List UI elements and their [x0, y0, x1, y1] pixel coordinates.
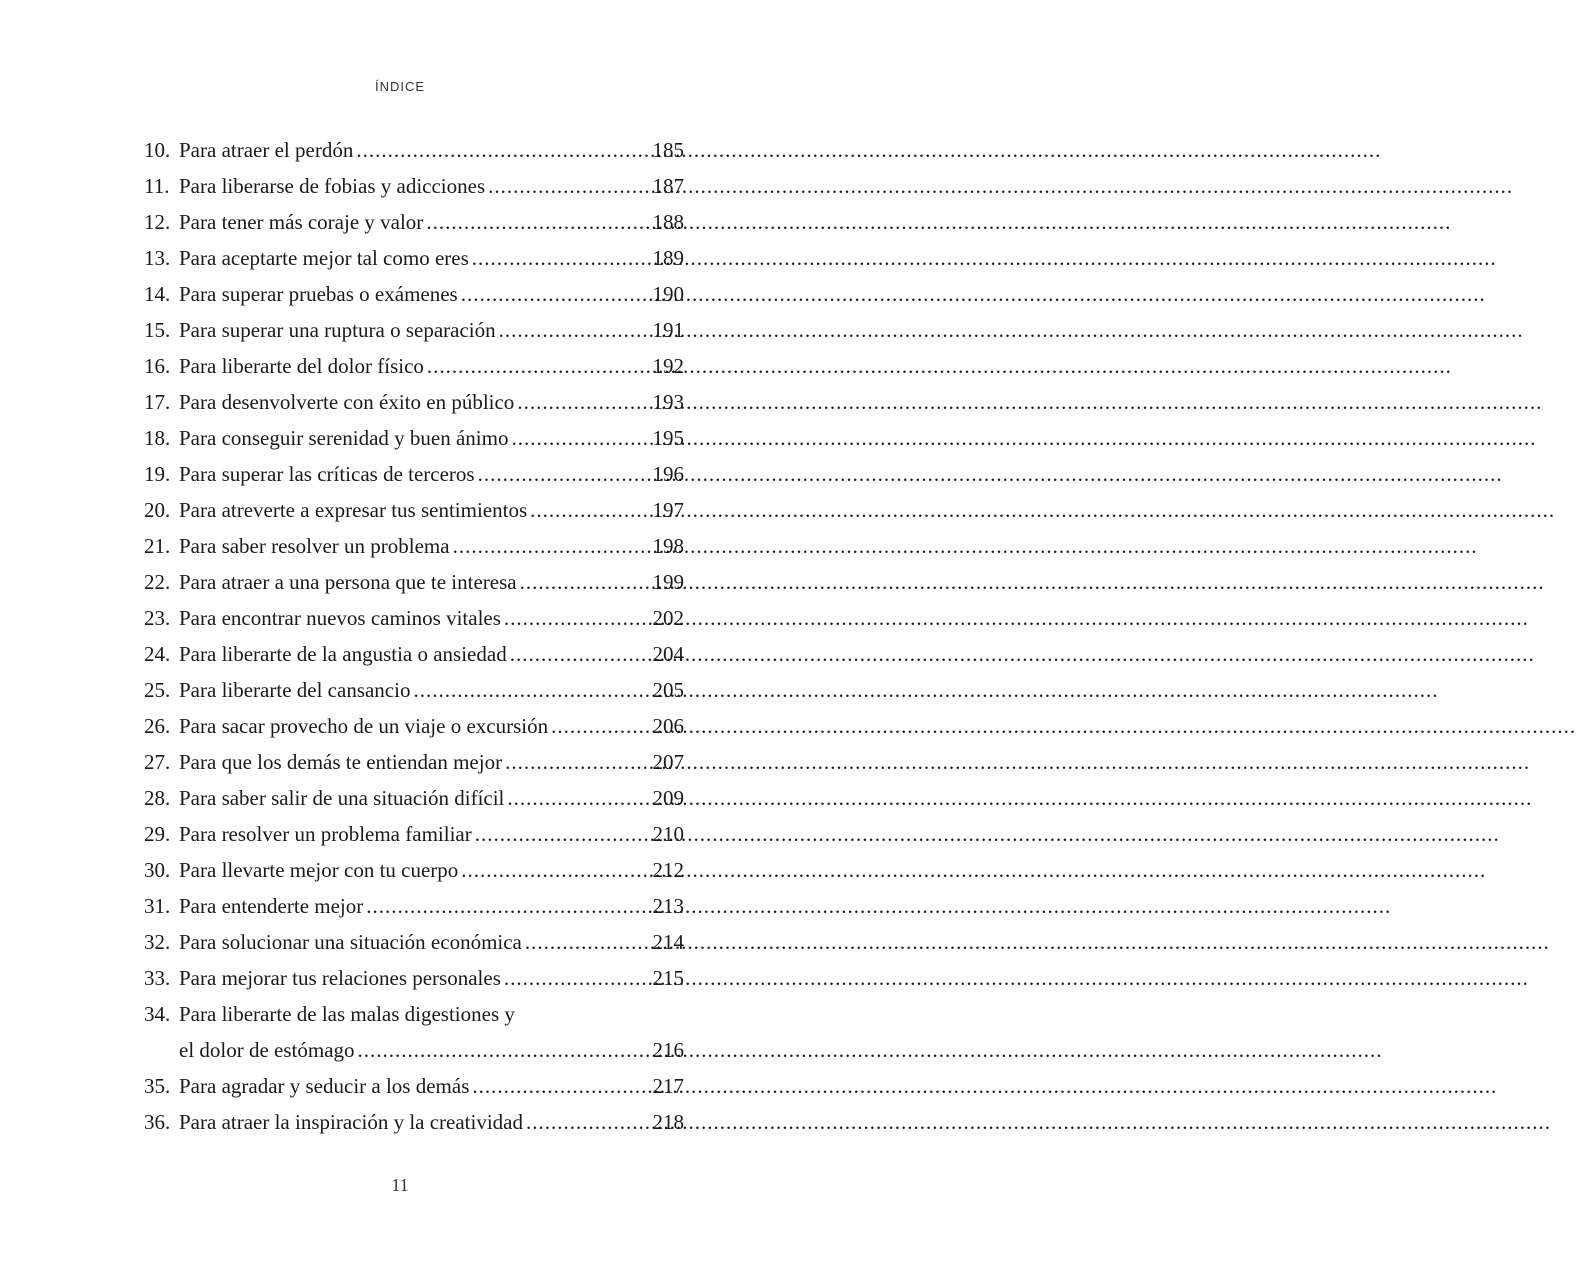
toc-entry-title: Para desenvolverte con éxito en público: [179, 390, 515, 414]
page-number: 11: [391, 1175, 409, 1195]
dot-leader: [505, 744, 644, 780]
dot-leader: [511, 420, 644, 456]
toc-entry-number: 34.: [144, 1002, 171, 1026]
toc-entry-title: Para liberarte del cansancio: [179, 678, 411, 702]
toc-entry-number: 13.: [144, 246, 171, 270]
toc-entry-title: Para superar pruebas o exámenes: [179, 282, 458, 306]
toc-entry-number: 26.: [144, 714, 171, 738]
toc-entry-page: 206: [652, 714, 684, 738]
toc-entry-page: 193: [652, 390, 684, 414]
toc-entry-title: Para liberarte de las malas digestiones y: [179, 1002, 515, 1026]
toc-entry-number: 23.: [144, 606, 171, 630]
toc-entry-title: Para mejorar tus relaciones personales: [179, 966, 501, 990]
toc-entry-title: Para que los demás te entiendan mejor: [179, 750, 503, 774]
toc-entry-page: 195: [652, 426, 684, 450]
toc-entry-page: 210: [652, 822, 684, 846]
toc-entry: [144, 492, 684, 528]
dot-leader: [413, 672, 644, 708]
toc-entry-number: 28.: [144, 786, 171, 810]
toc-entry: [144, 312, 684, 348]
toc-entry-title: Para llevarte mejor con tu cuerpo: [179, 858, 459, 882]
toc-entry: [144, 1104, 684, 1140]
dot-leader: [356, 132, 644, 168]
toc-entry: [144, 168, 684, 204]
toc-entry-title: Para atraer el perdón: [179, 138, 354, 162]
toc-entry: [144, 276, 684, 312]
toc-entry-number: 24.: [144, 642, 171, 666]
dot-leader: [507, 780, 644, 816]
toc-entry: [144, 132, 684, 168]
toc-entry: [144, 384, 684, 420]
toc-entry-page: 214: [652, 930, 684, 954]
toc-entry-title: Para conseguir serenidad y buen ánimo: [179, 426, 509, 450]
dot-leader: [366, 888, 644, 924]
toc-entry: [144, 348, 684, 384]
toc-entry-page: 196: [652, 462, 684, 486]
dot-leader: [461, 852, 644, 888]
toc-entry-page: 190: [652, 282, 684, 306]
toc-entry-number: 36.: [144, 1110, 171, 1134]
toc-entry-title: Para aceptarte mejor tal como eres: [179, 246, 469, 270]
toc-entry: [144, 528, 684, 564]
dot-leader: [475, 816, 644, 852]
toc-entry-number: 12.: [144, 210, 171, 234]
toc-entry-number: 33.: [144, 966, 171, 990]
toc-entry-number: 22.: [144, 570, 171, 594]
toc-entry-number: 25.: [144, 678, 171, 702]
toc-entry: [144, 456, 684, 492]
toc-entry: [144, 1032, 684, 1068]
toc-entry-page: 189: [652, 246, 684, 270]
toc-entry-title: Para superar una ruptura o separación: [179, 318, 496, 342]
toc-entry-page: 215: [652, 966, 684, 990]
dot-leader: [520, 564, 644, 600]
toc-entry: [144, 420, 684, 456]
toc-entry-title: Para saber salir de una situación difícil: [179, 786, 505, 810]
toc-entry-page: 197: [652, 498, 684, 522]
toc-entry-number: 32.: [144, 930, 171, 954]
toc-entry: [144, 600, 684, 636]
toc-entry-page: 187: [652, 174, 684, 198]
toc-entry-page: 216: [652, 1038, 684, 1062]
toc-entry-number: 10.: [144, 138, 171, 162]
toc-entry-title: Para encontrar nuevos caminos vitales: [179, 606, 501, 630]
toc-entry-number: 14.: [144, 282, 171, 306]
toc-entry: [144, 888, 684, 924]
dot-leader: [478, 456, 644, 492]
toc-entry-title: Para resolver un problema familiar: [179, 822, 472, 846]
dot-leader: [499, 312, 644, 348]
toc-entry-title: Para agradar y seducir a los demás: [179, 1074, 470, 1098]
dot-leader: [525, 924, 644, 960]
toc-entry-page: 217: [652, 1074, 684, 1098]
toc-entry-number: 30.: [144, 858, 171, 882]
toc-entry-title: Para atreverte a expresar tus sentimientos: [179, 498, 528, 522]
dot-leader: [426, 204, 644, 240]
dot-leader: [504, 600, 644, 636]
toc-entry: [144, 636, 684, 672]
toc-entry-page: 207: [652, 750, 684, 774]
toc-entry-page: 209: [652, 786, 684, 810]
toc-entry-title: Para entenderte mejor: [179, 894, 364, 918]
toc-entry-number: 11.: [144, 174, 170, 198]
toc-entry-title: Para solucionar una situación económica: [179, 930, 522, 954]
toc-entry: [144, 960, 684, 996]
toc-entry-page: 198: [652, 534, 684, 558]
toc-entry: [144, 852, 684, 888]
dot-leader: [551, 708, 644, 744]
toc-entry-title: Para superar las críticas de terceros: [179, 462, 475, 486]
dot-leader: [427, 348, 644, 384]
dot-leader: [504, 960, 644, 996]
toc-entry-title: Para liberarte del dolor físico: [179, 354, 424, 378]
dot-leader: [453, 528, 644, 564]
dot-leader: [510, 636, 644, 672]
dot-leader: [530, 492, 644, 528]
toc-entry-title: el dolor de estómago: [179, 1038, 355, 1062]
dot-leader: [472, 1068, 644, 1104]
toc-entry-number: 35.: [144, 1074, 171, 1098]
dot-leader: [517, 384, 644, 420]
toc-entry-number: 27.: [144, 750, 171, 774]
toc-entry-title: Para atraer a una persona que te interesa: [179, 570, 517, 594]
running-header: ÍNDICE: [374, 79, 426, 94]
dot-leader: [358, 1032, 644, 1068]
toc-entry-number: 20.: [144, 498, 171, 522]
toc-entry: [144, 564, 684, 600]
toc-entry-page: 191: [652, 318, 684, 342]
toc-entry: [144, 816, 684, 852]
toc-entry: [144, 924, 684, 960]
toc-entry-title: Para sacar provecho de un viaje o excursión: [179, 714, 549, 738]
dot-leader: [461, 276, 644, 312]
toc-entry: [144, 996, 684, 1032]
toc-entry: [144, 708, 684, 744]
toc-entry-title: Para saber resolver un problema: [179, 534, 450, 558]
toc-entry-page: 205: [652, 678, 684, 702]
toc-entry: [144, 780, 684, 816]
toc-entry-title: Para liberarse de fobias y adicciones: [179, 174, 486, 198]
toc-entry-page: 212: [652, 858, 684, 882]
dot-leader: [472, 240, 644, 276]
toc-entry-page: 204: [652, 642, 684, 666]
toc-entry-page: 218: [652, 1110, 684, 1134]
dot-leader: [526, 1104, 644, 1140]
toc-entry-number: 29.: [144, 822, 171, 846]
toc-entry-title: Para liberarte de la angustia o ansiedad: [179, 642, 507, 666]
toc-entry-number: 15.: [144, 318, 171, 342]
toc-entry-number: 19.: [144, 462, 171, 486]
toc-entry: [144, 744, 684, 780]
toc-entry: [144, 204, 684, 240]
toc-entry-page: 185: [652, 138, 684, 162]
toc-entry-title: Para atraer la inspiración y la creatividad: [179, 1110, 523, 1134]
dot-leader: [488, 168, 644, 204]
toc-entry-number: 21.: [144, 534, 171, 558]
toc-entry: [144, 1068, 684, 1104]
toc-entry-number: 31.: [144, 894, 171, 918]
toc-entry-number: 17.: [144, 390, 171, 414]
toc-entry-page: 192: [652, 354, 684, 378]
toc-entry-number: 16.: [144, 354, 171, 378]
toc-entry-page: 202: [652, 606, 684, 630]
toc-entry-page: 188: [652, 210, 684, 234]
toc-entry: [144, 672, 684, 708]
toc-entry-number: 18.: [144, 426, 171, 450]
toc-entry-page: 199: [652, 570, 684, 594]
toc-entry-title: Para tener más coraje y valor: [179, 210, 424, 234]
table-of-contents: [144, 132, 684, 1140]
toc-entry-page: 213: [652, 894, 684, 918]
toc-entry: [144, 240, 684, 276]
